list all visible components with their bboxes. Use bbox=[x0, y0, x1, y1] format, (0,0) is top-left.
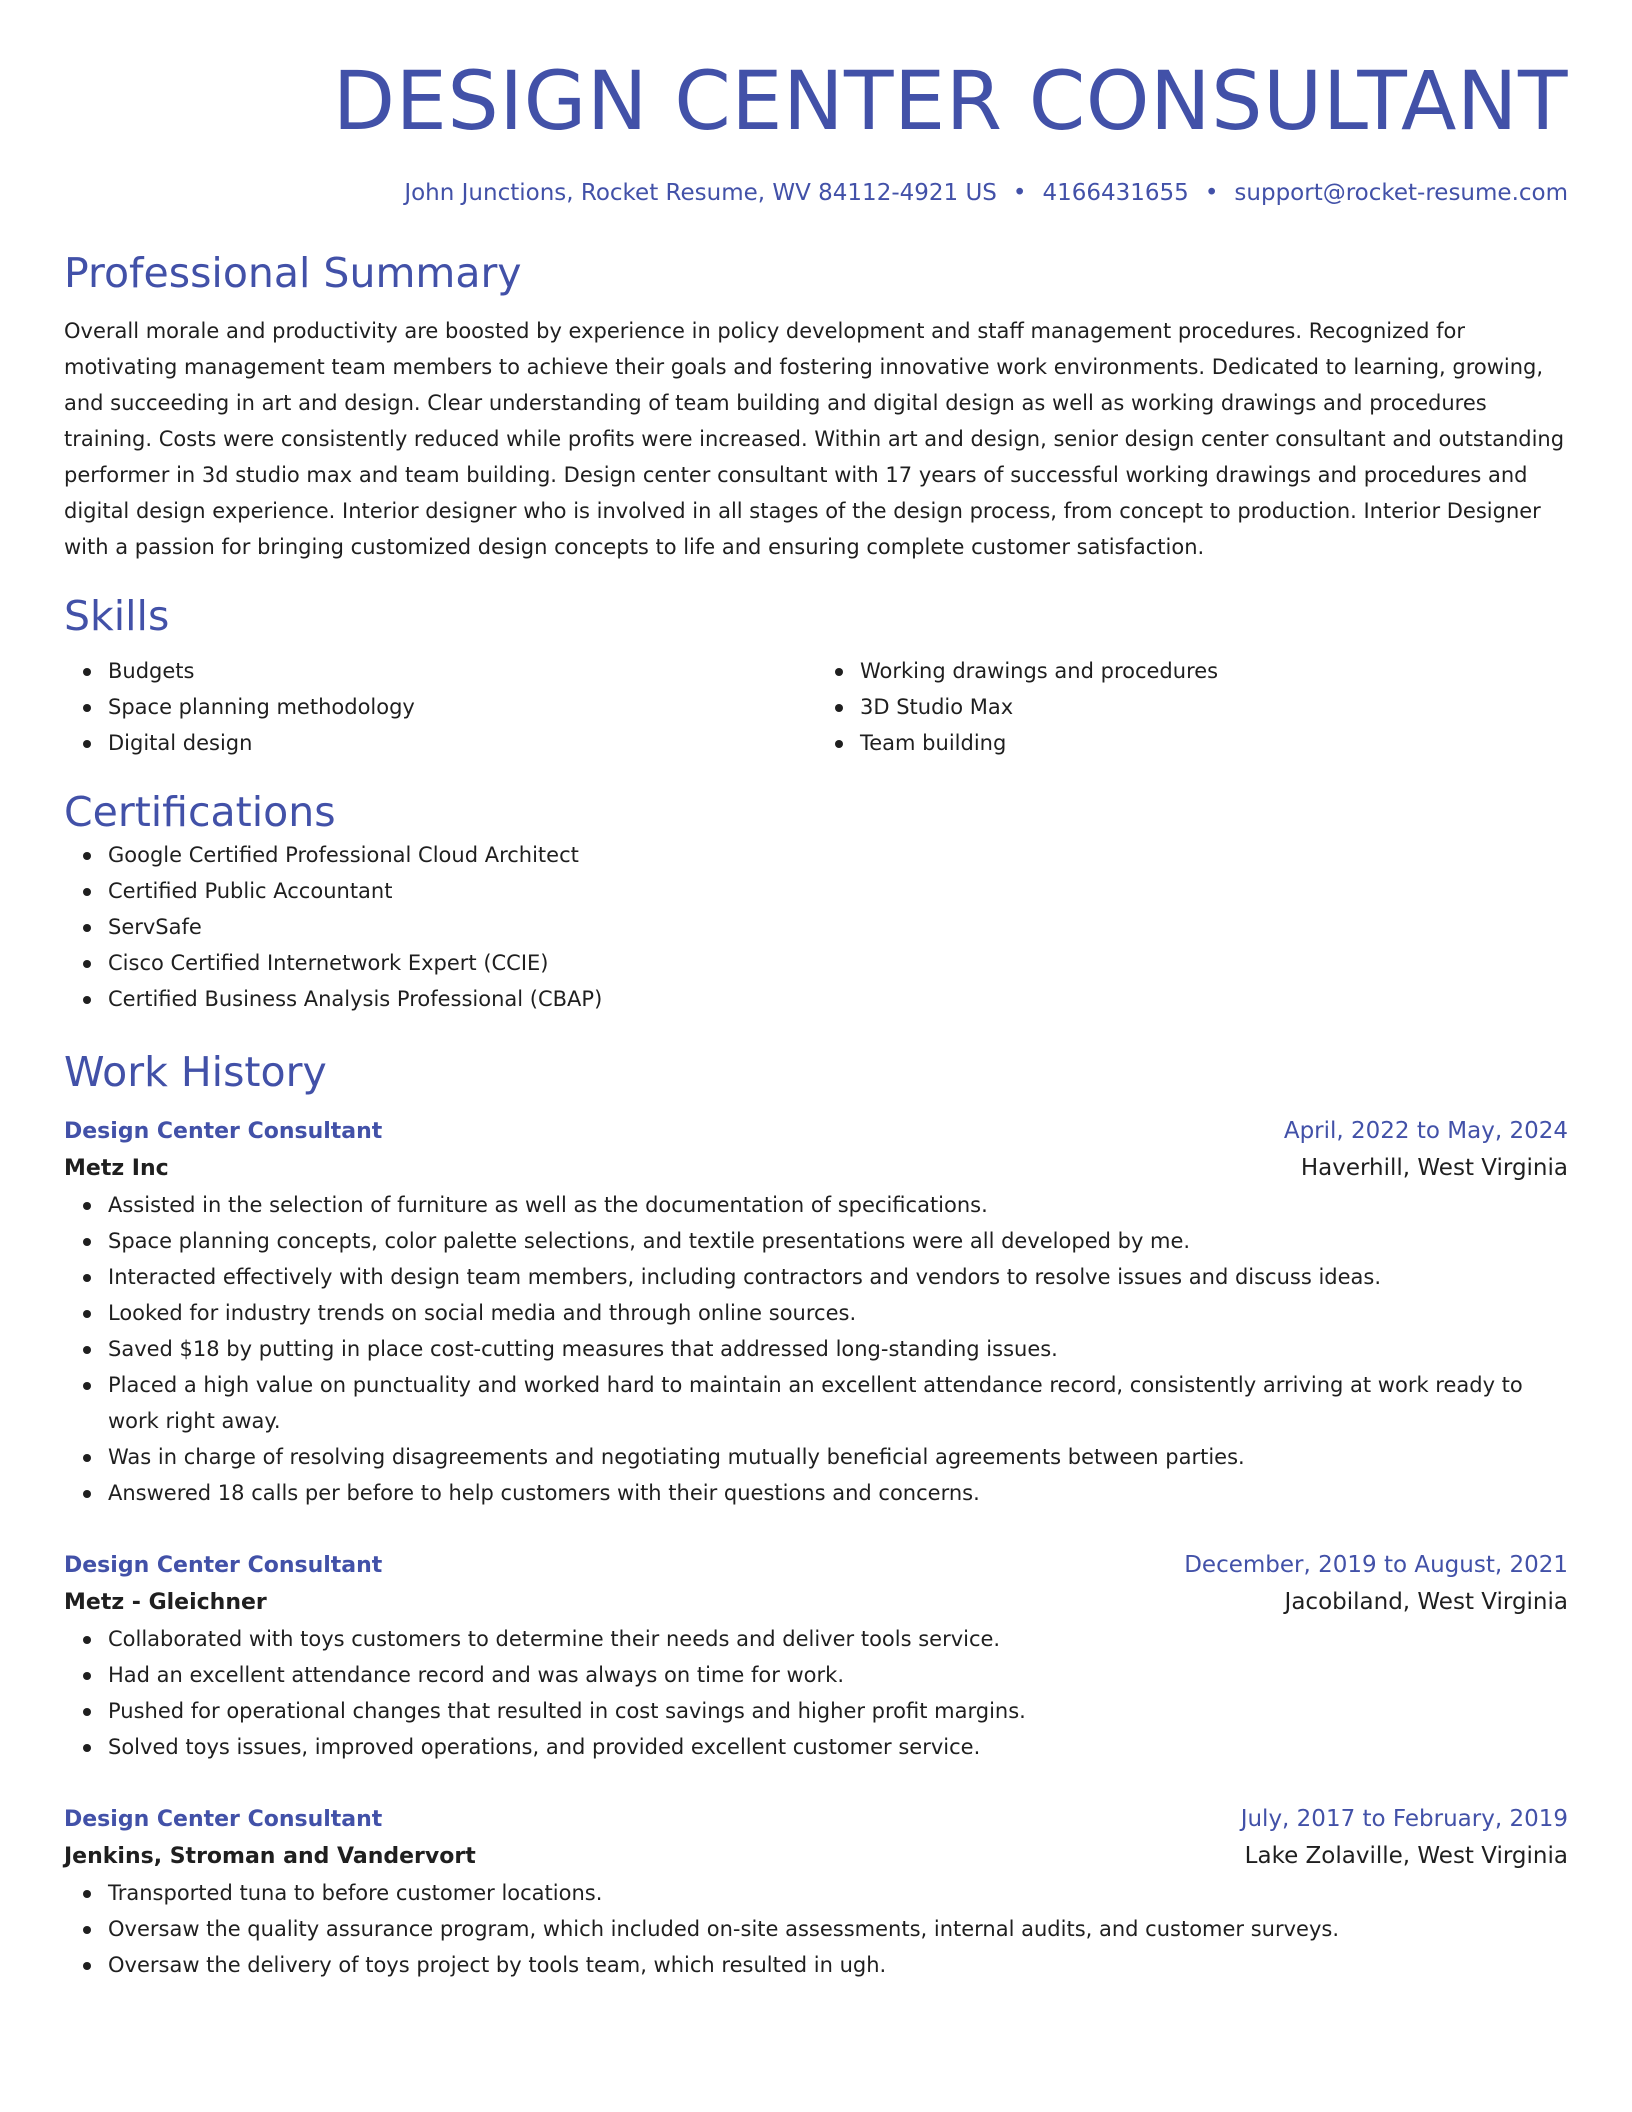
contact-separator: • bbox=[1204, 180, 1219, 206]
job-location: Lake Zolaville, West Virginia bbox=[1244, 1843, 1568, 1869]
job-company-row bbox=[64, 1838, 1568, 1875]
job-entry bbox=[64, 1113, 1568, 1511]
job-bullet: Answered 18 calls per before to help customers with their questions and concerns. bbox=[108, 1475, 1568, 1511]
contact-line bbox=[64, 178, 1568, 208]
job-entry bbox=[64, 1801, 1568, 1983]
job-header-row bbox=[64, 1547, 1568, 1584]
job-bullet: Space planning concepts, color palette selections, and textile presentations were all developed by me. bbox=[108, 1223, 1568, 1259]
skill-item: Budgets bbox=[108, 653, 816, 689]
job-title: Design Center Consultant bbox=[64, 1553, 383, 1578]
job-bullet: Placed a high value on punctuality and worked hard to maintain an excellent attendance record, consistently arriving at work ready to work right away. bbox=[108, 1367, 1568, 1439]
job-bullet: Oversaw the delivery of toys project by tools team, which resulted in ugh. bbox=[108, 1947, 1568, 1983]
skill-item: 3D Studio Max bbox=[860, 689, 1568, 725]
skill-item: Team building bbox=[860, 725, 1568, 761]
job-bullet: Oversaw the quality assurance program, which included on-site assessments, internal audits, and customer surveys. bbox=[108, 1911, 1568, 1947]
work-history-heading: Work History bbox=[64, 1048, 327, 1096]
skills-columns bbox=[64, 653, 1568, 761]
job-bullet-list bbox=[64, 1621, 1568, 1765]
skill-item: Digital design bbox=[108, 725, 816, 761]
job-company: Jenkins, Stroman and Vandervort bbox=[64, 1844, 476, 1869]
summary-text: Overall morale and productivity are boosted by experience in policy development and staff management procedures. Recognized for motivating management team members to achieve their goals and fostering innovative work environments. Dedicated to learning, growing, and succeeding in art and design. Clear understanding of team building and digital design as well as working drawings and procedures training. Costs were consistently reduced while profits were increased. Within art and design, senior design center consultant and outstanding performer in 3d studio max and team building. Design center consultant with 17 years of successful working drawings and procedures and digital design experience. Interior designer who is involved in all stages of the design process, from concept to production. Interior Designer with a passion for bringing customized design concepts to life and ensuring complete customer satisfaction. bbox=[64, 319, 1565, 559]
job-bullet: Collaborated with toys customers to determine their needs and deliver tools service. bbox=[108, 1621, 1568, 1657]
job-bullet: Interacted effectively with design team members, including contractors and vendors to resolve issues and discuss ideas. bbox=[108, 1259, 1568, 1295]
certifications-list bbox=[64, 837, 1568, 1017]
job-location: Jacobiland, West Virginia bbox=[1284, 1589, 1568, 1615]
certification-item: ServSafe bbox=[108, 909, 1568, 945]
certification-item: Certified Public Accountant bbox=[108, 873, 1568, 909]
contact-email: support@rocket-resume.com bbox=[1234, 180, 1568, 206]
job-bullet-list bbox=[64, 1187, 1568, 1511]
job-title: Design Center Consultant bbox=[64, 1119, 383, 1144]
job-location: Haverhill, West Virginia bbox=[1300, 1155, 1568, 1181]
skill-item: Space planning methodology bbox=[108, 689, 816, 725]
summary-heading: Professional Summary bbox=[64, 249, 522, 297]
contact-address: John Junctions, Rocket Resume, WV 84112-4921 US bbox=[404, 180, 997, 206]
job-dates: December, 2019 to August, 2021 bbox=[1184, 1552, 1568, 1578]
job-company: Metz Inc bbox=[64, 1156, 169, 1181]
job-bullet: Solved toys issues, improved operations, and provided excellent customer service. bbox=[108, 1729, 1568, 1765]
certification-item: Google Certified Professional Cloud Architect bbox=[108, 837, 1568, 873]
certification-item: Certified Business Analysis Professional (CBAP) bbox=[108, 981, 1568, 1017]
certifications-heading: Certifications bbox=[64, 788, 336, 836]
job-company-row bbox=[64, 1150, 1568, 1187]
resume-title: DESIGN CENTER CONSULTANT bbox=[332, 55, 1568, 149]
skills-list-right bbox=[816, 653, 1568, 761]
job-bullet: Transported tuna to before customer locations. bbox=[108, 1875, 1568, 1911]
job-header-row bbox=[64, 1113, 1568, 1150]
job-bullet: Looked for industry trends on social media and through online sources. bbox=[108, 1295, 1568, 1331]
job-bullet: Pushed for operational changes that resulted in cost savings and higher profit margins. bbox=[108, 1693, 1568, 1729]
job-title: Design Center Consultant bbox=[64, 1807, 383, 1832]
skill-item: Working drawings and procedures bbox=[860, 653, 1568, 689]
job-company: Metz - Gleichner bbox=[64, 1590, 267, 1615]
skills-heading: Skills bbox=[64, 592, 170, 640]
job-bullet: Was in charge of resolving disagreements and negotiating mutually beneficial agreements between parties. bbox=[108, 1439, 1568, 1475]
job-bullet: Saved $18 by putting in place cost-cutting measures that addressed long-standing issues. bbox=[108, 1331, 1568, 1367]
job-company-row bbox=[64, 1584, 1568, 1621]
job-bullet: Had an excellent attendance record and was always on time for work. bbox=[108, 1657, 1568, 1693]
skills-list-left bbox=[64, 653, 816, 761]
contact-phone: 4166431655 bbox=[1042, 180, 1189, 206]
job-bullet-list bbox=[64, 1875, 1568, 1983]
job-dates: July, 2017 to February, 2019 bbox=[1240, 1806, 1568, 1832]
contact-separator: • bbox=[1012, 180, 1027, 206]
job-entry bbox=[64, 1547, 1568, 1765]
job-bullet: Assisted in the selection of furniture as well as the documentation of specifications. bbox=[108, 1187, 1568, 1223]
certification-item: Cisco Certified Internetwork Expert (CCIE) bbox=[108, 945, 1568, 981]
job-header-row bbox=[64, 1801, 1568, 1838]
job-dates: April, 2022 to May, 2024 bbox=[1283, 1118, 1568, 1144]
